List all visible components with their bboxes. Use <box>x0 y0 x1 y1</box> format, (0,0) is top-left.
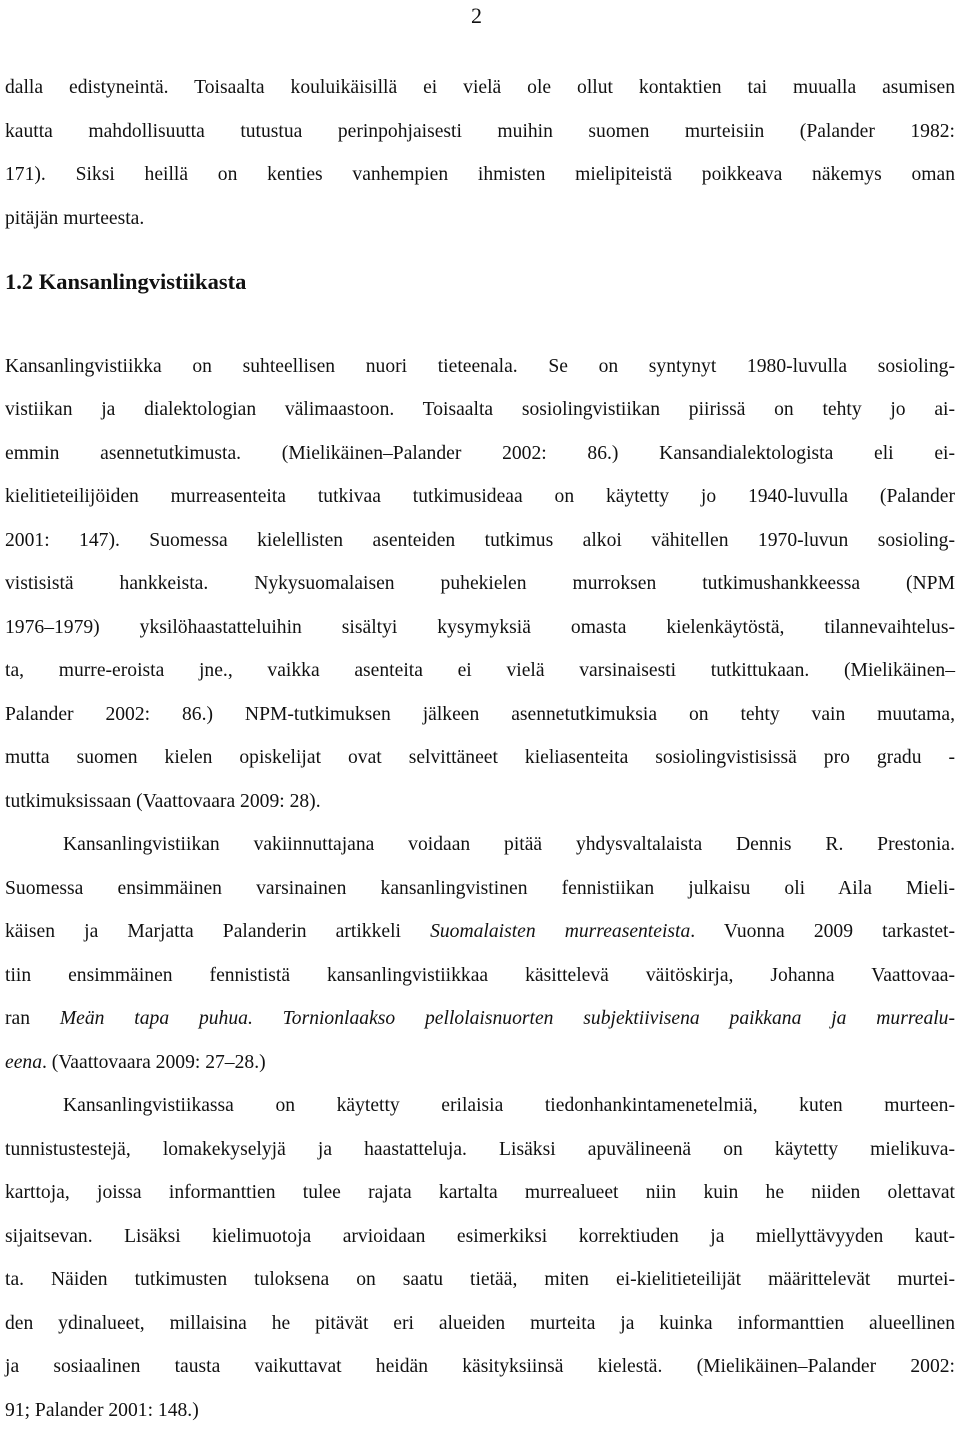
text-line: sijaitsevan. Lisäksi kielimuotoja arvioidaan esimerkiksi korrektiuden ja miellyttävyyden kaut- <box>5 1225 955 1247</box>
text-line: vistiikan ja dialektologian välimaastoon. Toisaalta sosiolingvistiikan piirissä on tehty jo ai- <box>5 399 955 420</box>
heading-spacer <box>5 304 955 345</box>
text-line: pitäjän murteesta. <box>5 207 145 229</box>
text-line: den ydinalueet, millaisina he pitävät eri alueiden murteita ja kuinka informanttien alueellinen <box>5 1312 955 1334</box>
text-line: 2001: 147). Suomessa kielellisten asenteiden tutkimus alkoi vähitellen 1970-luvun sosioling- <box>5 529 955 551</box>
text-line: vistisistä hankkeista. Nykysuomalaisen puhekielen murroksen tutkimushankkeessa (NPM <box>5 573 955 594</box>
text-line: Kansanlingvistiikan vakiinnuttajana voidaan pitää yhdysvaltalaista Dennis R. Prestonia. <box>63 834 955 855</box>
text-line: 1976–1979) yksilöhaastatteluihin sisältyi kysymyksiä omasta kielenkäytöstä, tilannevaihtelus- <box>5 616 955 638</box>
text-line: kielitieteilijöiden murreasenteita tutkivaa tutkimusideaa on käytetty jo 1940-luvulla (Palander <box>5 486 955 507</box>
dissertation-title-end: eena <box>5 1051 42 1073</box>
text-line <box>5 1041 955 1085</box>
document-body <box>5 66 955 1432</box>
paragraph-methods <box>5 1084 955 1432</box>
text-run: käisen ja Marjatta Palanderin artikkeli <box>5 921 431 942</box>
text-line: emmin asennetutkimusta. (Mielikäinen–Palander 2002: 86.) Kansandialektologista eli ei- <box>5 442 955 464</box>
text-run: . (Vaattovaara 2009: 27–28.) <box>42 1051 266 1073</box>
text-line: ta, murre-eroista jne., vaikka asenteita ei vielä varsinaisesti tutkittukaan. (Mielikäinen– <box>5 660 955 681</box>
text-line: ja sosiaalinen tausta vaikuttavat heidän käsityksiinsä kielestä. (Mielikäinen–Palander 2002: <box>5 1356 955 1377</box>
page-number: 2 <box>471 3 482 28</box>
text-line: mutta suomen kielen opiskelijat ovat selvittäneet kieliasenteita sosiolingvistisissä pro gradu - <box>5 747 955 768</box>
dissertation-title: Meän tapa puhua. Tornionlaakso pellolaisnuorten subjektiivisena paikkana ja murrealu- <box>59 1008 956 1029</box>
paragraph-kansanlingvistiikka <box>5 345 955 824</box>
text-line: tutkimuksissaan (Vaattovaara 2009: 28). <box>5 790 321 812</box>
paragraph-intro <box>5 66 955 240</box>
text-line <box>5 997 955 1041</box>
text-run: ran <box>5 1008 60 1029</box>
text-line: kautta mahdollisuutta tutustua perinpohjaisesti muihin suomen murteisiin (Palander 1982: <box>5 120 955 142</box>
text-line: Kansanlingvistiikassa on käytetty erilaisia tiedonhankintamenetelmiä, kuten murteen- <box>63 1095 955 1116</box>
paragraph-preston <box>5 823 955 1084</box>
text-line: karttoja, joissa informanttien tulee rajata kartalta murrealueet niin kuin he niiden olettavat <box>5 1182 955 1203</box>
text-line: Suomessa ensimmäinen varsinainen kansanlingvistinen fennistiikan julkaisu oli Aila Mieli- <box>5 877 955 899</box>
text-line: Kansanlingvistiikka on suhteellisen nuori tieteenala. Se on syntynyt 1980-luvulla sosioling- <box>5 355 955 377</box>
text-line: Palander 2002: 86.) NPM-tutkimuksen jälkeen asennetutkimuksia on tehty vain muutama, <box>5 703 955 725</box>
text-line <box>5 910 955 954</box>
text-line: 171). Siksi heillä on kenties vanhempien ihmisten mielipiteistä poikkeava näkemys oman <box>5 164 955 185</box>
text-line: ta. Näiden tutkimusten tuloksena on saatu tietää, miten ei-kielitieteilijät määrittelevät murtei- <box>5 1269 955 1290</box>
text-line: tiin ensimmäinen fennististä kansanlingvistiikkaa käsittelevä väitöskirja, Johanna Vaattovaa- <box>5 964 955 986</box>
text-line: tunnistustestejä, lomakekyselyjä ja haastatteluja. Lisäksi apuvälineenä on käytetty mielikuva- <box>5 1138 955 1160</box>
section-heading: 1.2 Kansanlingvistiikasta <box>5 269 247 294</box>
text-line: dalla edistyneintä. Toisaalta kouluikäisillä ei vielä ole ollut kontaktien tai muualla asumisen <box>5 77 955 98</box>
text-run: . Vuonna 2009 tarkastet- <box>690 921 955 942</box>
article-title: Suomalaisten murreasenteista <box>430 921 691 942</box>
text-line: 91; Palander 2001: 148.) <box>5 1399 199 1421</box>
